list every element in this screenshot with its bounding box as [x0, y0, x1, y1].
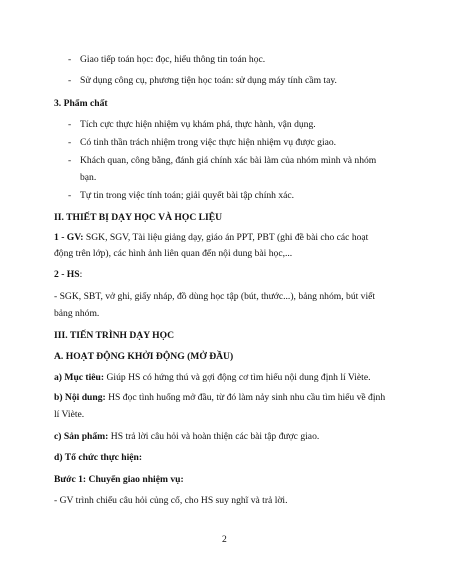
product-label: c) Sản phẩm: — [54, 431, 109, 442]
quality-item-2: Có tinh thần trách nhiệm trong việc thực hiện nhiệm vụ được giao. — [80, 137, 337, 148]
equipment-heading: II. THIẾT BỊ DẠY HỌC VÀ HỌC LIỆU — [54, 212, 223, 223]
objective-text: Giúp HS có hứng thú và gợi động cơ tìm hiểu nội dung định lí Viète. — [104, 372, 371, 383]
hs-colon: : — [79, 269, 83, 280]
bullet-dash: - — [68, 155, 72, 166]
step1-heading: Bước 1: Chuyển giao nhiệm vụ: — [54, 474, 184, 485]
page-number: 2 — [222, 534, 227, 545]
product-text: HS trả lời câu hỏi và hoàn thiện các bài tập được giao. — [108, 431, 320, 442]
bullet-dash: - — [68, 137, 72, 148]
gv-line-1 — [54, 232, 368, 244]
quality-item-3-cont: bạn. — [80, 172, 97, 183]
content-line-1 — [54, 392, 385, 404]
hs-label: 2 - HS — [54, 269, 80, 280]
content-label: b) Nội dung: — [54, 392, 106, 403]
product-line — [54, 431, 319, 443]
hs-line — [54, 269, 82, 281]
objective-line — [54, 372, 371, 384]
skill-item-1: Giao tiếp toán học: đọc, hiểu thông tin toán học. — [80, 54, 266, 65]
bullet-dash: - — [68, 75, 72, 86]
content-text-1: HS đọc tình huống mở đầu, từ đó làm nảy sinh nhu cầu tìm hiểu về định — [105, 392, 386, 403]
gv-line-2: động trên lớp), các hình ảnh liên quan đến nội dung bài học,... — [54, 248, 293, 259]
activity-heading: A. HOẠT ĐỘNG KHỞI ĐỘNG (MỞ ĐẦU) — [54, 351, 234, 362]
hs-text-1: - SGK, SBT, vở ghi, giấy nháp, đồ dùng học tập (bút, thước...), bảng nhóm, bút viết — [54, 291, 376, 302]
process-heading: III. TIẾN TRÌNH DẠY HỌC — [54, 330, 175, 341]
quality-item-3: Khách quan, công bằng, đánh giá chính xác bài làm của nhóm mình và nhóm — [80, 155, 377, 166]
quality-item-1: Tích cực thực hiện nhiệm vụ khám phá, thực hành, vận dụng. — [80, 119, 316, 130]
skill-item-2: Sử dụng công cụ, phương tiện học toán: sử dụng máy tính cầm tay. — [80, 75, 337, 86]
quality-item-4: Tự tin trong việc tính toán; giải quyết bài tập chính xác. — [80, 190, 295, 201]
gv-text-1: SGK, SGV, Tài liệu giảng dạy, giáo án PPT, PBT (ghi đề bài cho các hoạt — [83, 232, 369, 243]
gv-label: 1 - GV: — [54, 232, 84, 243]
hs-text-2: bảng nhóm. — [54, 308, 100, 319]
qualities-heading: 3. Phẩm chất — [54, 98, 108, 109]
bullet-dash: - — [68, 54, 72, 65]
objective-label: a) Mục tiêu: — [54, 372, 105, 383]
step1-text: - GV trình chiếu câu hỏi củng cố, cho HS suy nghĩ và trả lời. — [54, 495, 288, 506]
content-line-2: lí Viète. — [54, 409, 85, 420]
bullet-dash: - — [68, 119, 72, 130]
organization-heading: d) Tổ chức thực hiện: — [54, 452, 143, 463]
bullet-dash: - — [68, 190, 72, 201]
